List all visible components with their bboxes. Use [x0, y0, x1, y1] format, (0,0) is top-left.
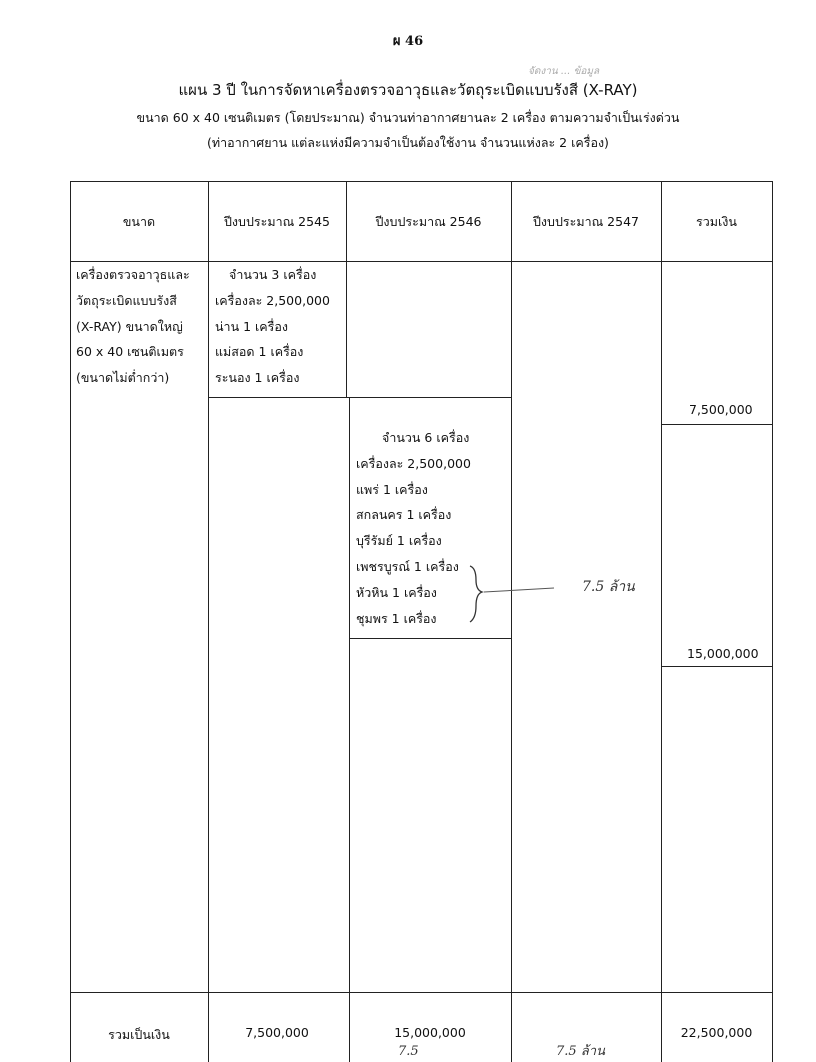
header-year-2547: ปีงบประมาณ 2547: [533, 214, 639, 229]
handwritten-brace: [462, 560, 562, 630]
document-subtitle-note: (ท่าอากาศยาน แต่ละแห่งมีความจำเป็นต้องใช้งาน จำนวนแห่งละ 2 เครื่อง): [207, 135, 609, 150]
total-label: รวมเป็นเงิน: [108, 1027, 170, 1042]
page-number: ผ 46: [392, 34, 424, 49]
handwritten-note-total-2547: 7.5 ล้าน: [556, 1044, 605, 1059]
subtotal-2546: 15,000,000: [687, 646, 759, 661]
handwritten-note-total-2546: 7.5: [398, 1044, 419, 1059]
header-year-2545: ปีงบประมาณ 2545: [224, 214, 330, 229]
header-total: รวมเงิน: [696, 214, 737, 229]
total-2546: 15,000,000: [394, 1025, 466, 1040]
total-sum: 22,500,000: [680, 1025, 753, 1040]
header-year-2546: ปีงบประมาณ 2546: [375, 214, 482, 229]
year-2546-details: จำนวน 6 เครื่อง เครื่องละ 2,500,000 แพร่ 1 เครื่อง สกลนคร 1 เครื่อง บุรีรัมย์ 1 เครื่อง เพชรบูรณ์ 1 เครื่อง หัวหิน 1 เครื่อง ชุมพร 1 เครื่อง: [356, 430, 471, 626]
document-subtitle: ขนาด 60 x 40 เซนติเมตร (โดยประมาณ) จำนวนท่าอากาศยานละ 2 เครื่อง ตามความจำเป็นเร่งด่วน: [136, 110, 680, 125]
document-title: แผน 3 ปี ในการจัดหาเครื่องตรวจอาวุธและวัตถุระเบิดแบบรังสี (X-RAY): [178, 81, 638, 99]
subtotal-2545: 7,500,000: [689, 402, 753, 417]
total-2545: 7,500,000: [245, 1025, 309, 1040]
year-2545-details: จำนวน 3 เครื่อง เครื่องละ 2,500,000 น่าน 1 เครื่อง แม่สอด 1 เครื่อง ระนอง 1 เครื่อง: [215, 267, 330, 386]
header-size: ขนาด: [122, 214, 156, 229]
item-description: เครื่องตรวจอาวุธและ วัตถุระเบิดแบบรังสี (X-RAY) ขนาดใหญ่ 60 x 40 เซนติเมตร (ขนาดไม่ต่ำกว่า): [76, 267, 190, 386]
handwritten-note-2547: 7.5 ล้าน: [582, 579, 635, 595]
faint-stamp: จัดงาน ... ข้อมูล: [528, 66, 600, 77]
